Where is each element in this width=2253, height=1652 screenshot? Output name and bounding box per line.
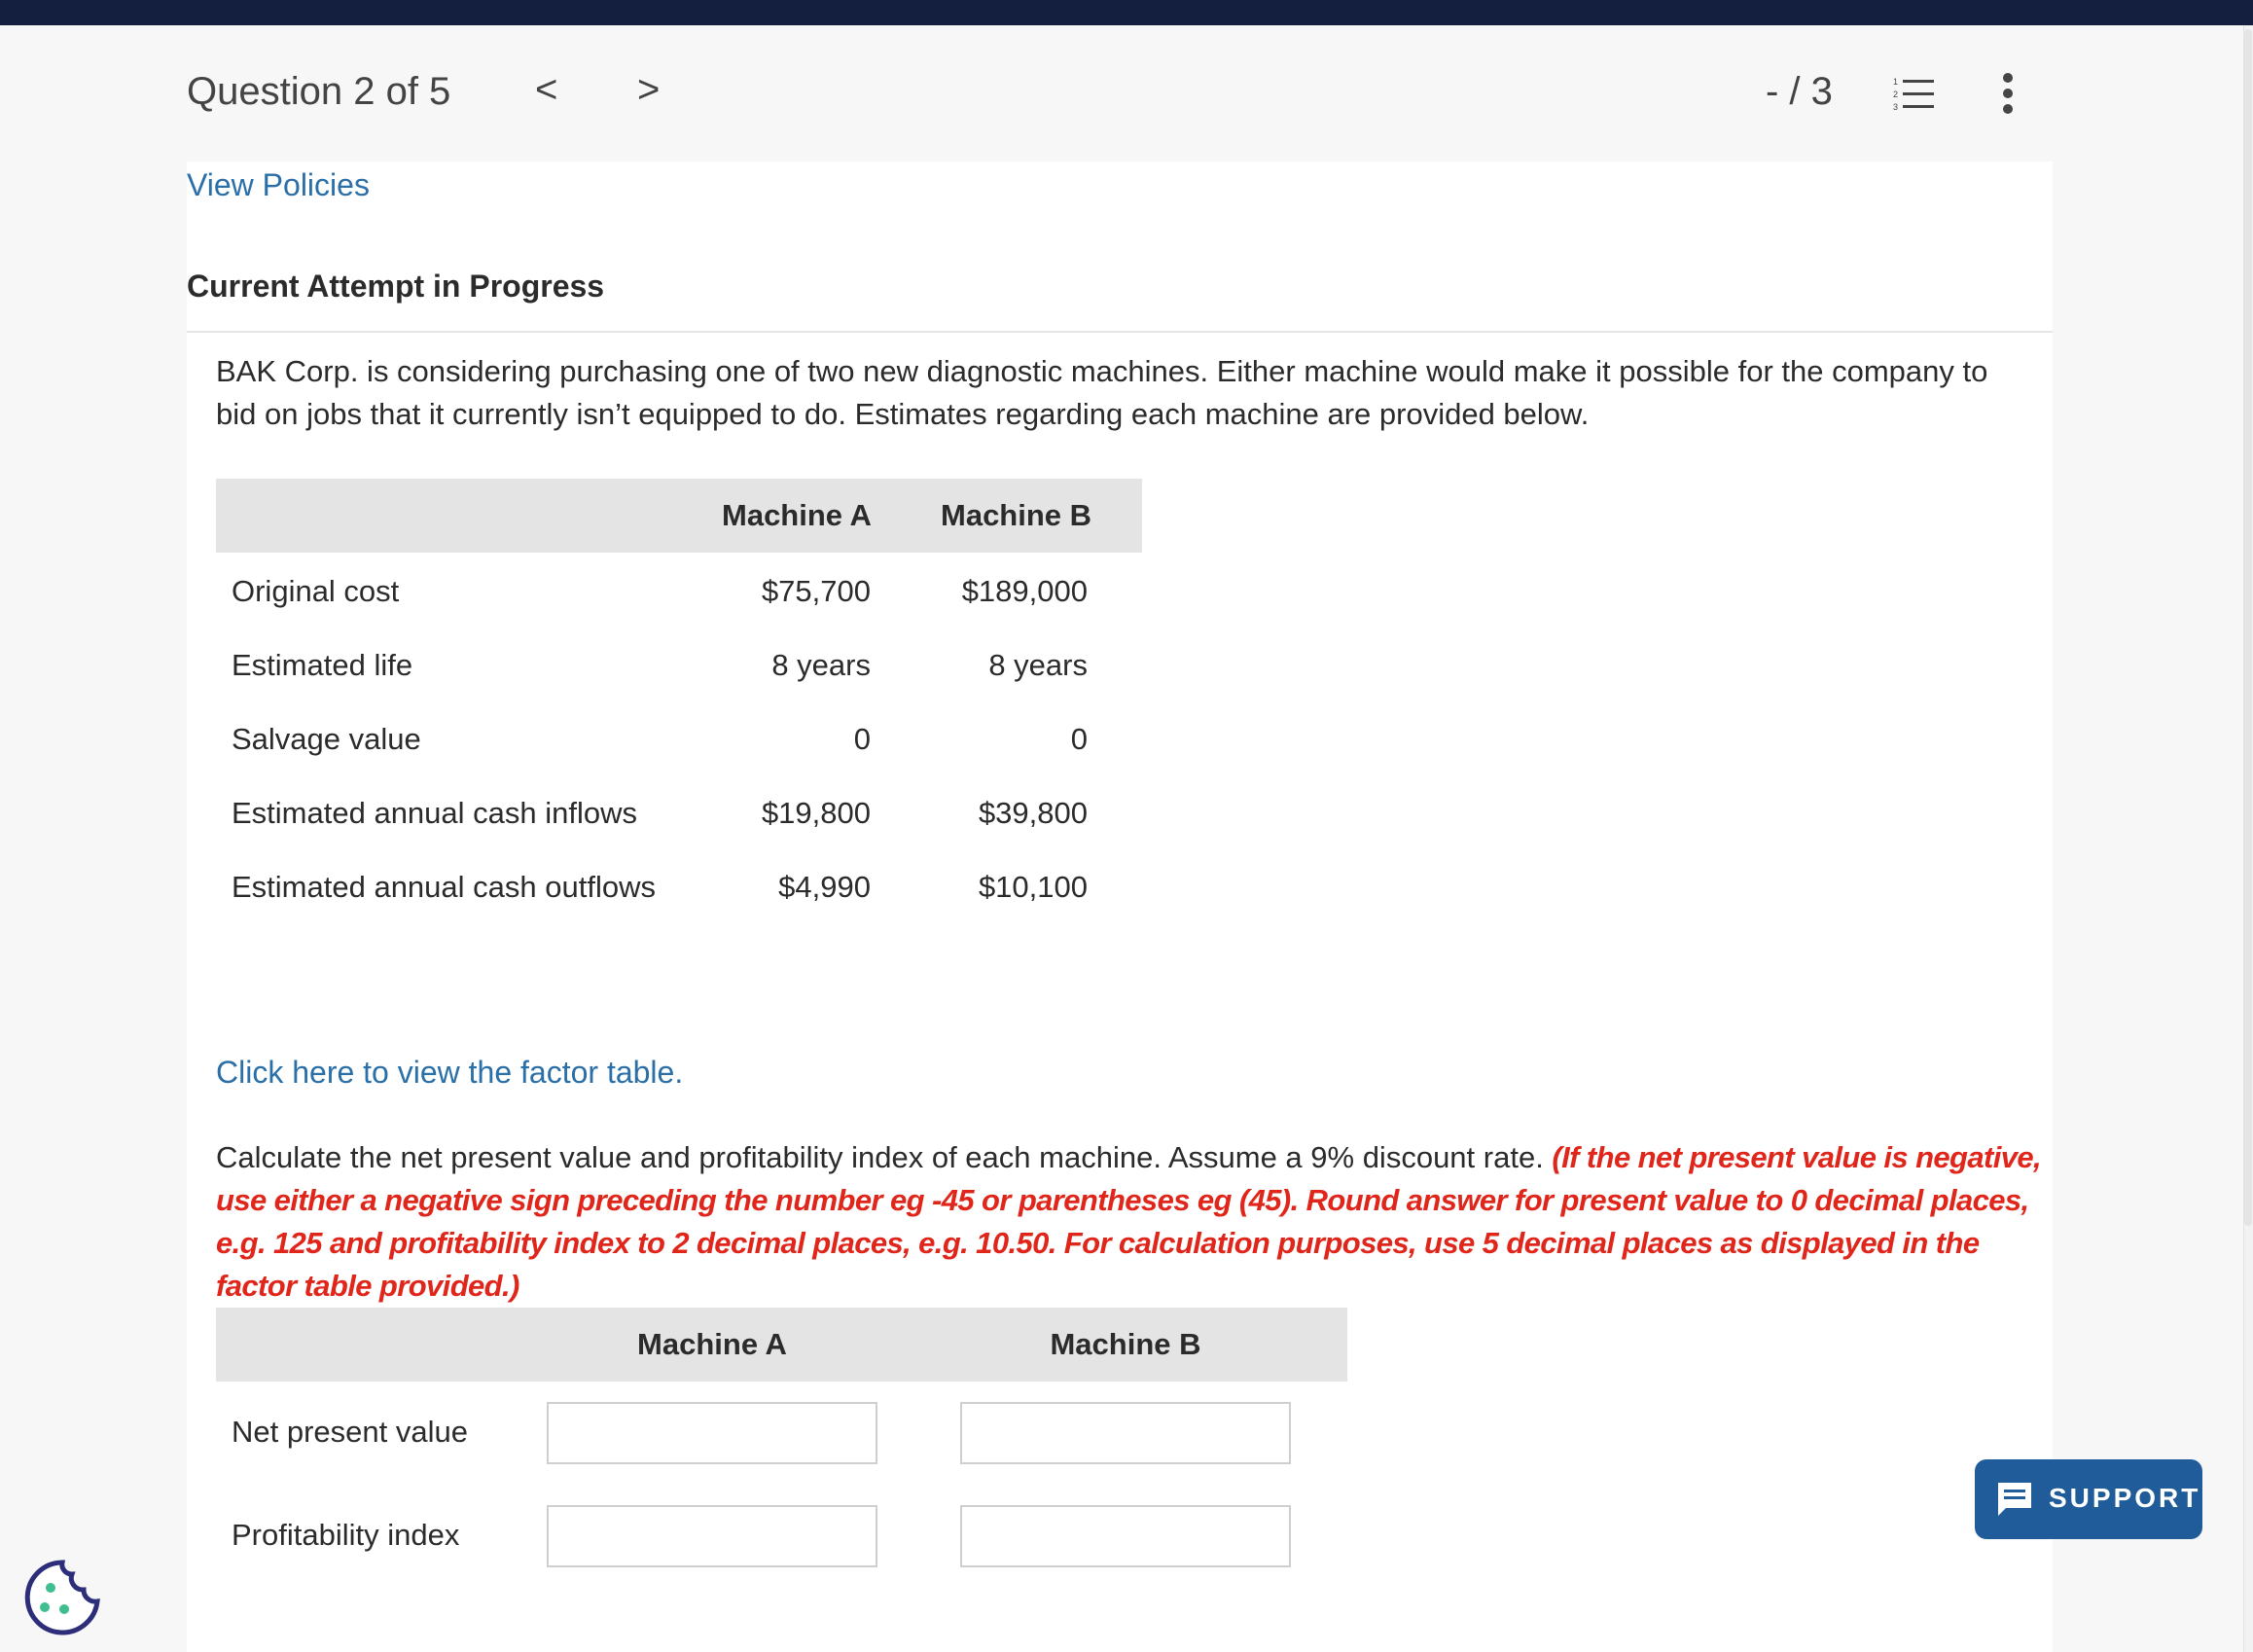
answer-header-machine-a: Machine A	[637, 1327, 787, 1361]
machine-a-annual-cash-outflows: $4,990	[778, 870, 871, 904]
row-label-net-present-value: Net present value	[232, 1415, 468, 1449]
machine-b-annual-cash-inflows: $39,800	[978, 796, 1088, 830]
question-counter: Question 2 of 5	[187, 70, 451, 113]
top-bar	[0, 0, 2253, 25]
row-label-profitability-index: Profitability index	[232, 1518, 460, 1552]
machine-a-npv-input[interactable]	[547, 1402, 877, 1464]
machine-a-annual-cash-inflows: $19,800	[761, 796, 871, 830]
question-intro-text: BAK Corp. is considering purchasing one of two new diagnostic machines. Either machine would make it possible for the company to bid on jobs that it currently isn’t equipped to do. Estimates regarding each machine are provided below.	[216, 354, 1988, 431]
machine-b-salvage-value: 0	[1070, 722, 1088, 756]
svg-text:1: 1	[1893, 77, 1899, 87]
calculation-instructions	[216, 1136, 2045, 1308]
row-label-salvage-value: Salvage value	[232, 722, 421, 756]
vertical-ellipsis-icon[interactable]	[1994, 72, 2021, 115]
next-question-button[interactable]: >	[637, 68, 661, 111]
estimates-header-machine-a: Machine A	[722, 498, 872, 532]
row-label-annual-cash-inflows: Estimated annual cash inflows	[232, 796, 638, 830]
factor-table-link[interactable]: Click here to view the factor table.	[216, 1055, 684, 1090]
scrollbar-thumb[interactable]	[2244, 29, 2252, 1226]
row-label-original-cost: Original cost	[232, 574, 400, 608]
previous-question-button[interactable]: <	[535, 68, 558, 111]
numbered-list-icon[interactable]	[1893, 76, 1936, 111]
section-divider	[187, 331, 2053, 333]
chat-icon	[1994, 1479, 2035, 1520]
instructions-plain-text: Calculate the net present value and profitability index of each machine. Assume a 9% discount rate.	[216, 1140, 1553, 1174]
answer-header-machine-b: Machine B	[1050, 1327, 1201, 1361]
machine-b-profitability-index-input[interactable]	[960, 1505, 1291, 1567]
machine-b-annual-cash-outflows: $10,100	[978, 870, 1088, 904]
support-label: SUPPORT	[2049, 1483, 2201, 1513]
machine-b-npv-input[interactable]	[960, 1402, 1291, 1464]
machine-a-profitability-index-input[interactable]	[547, 1505, 877, 1567]
svg-text:2: 2	[1893, 90, 1899, 99]
machine-b-original-cost: $189,000	[961, 574, 1088, 608]
machine-b-estimated-life: 8 years	[988, 648, 1088, 682]
svg-text:3: 3	[1893, 102, 1899, 111]
support-button[interactable]	[1975, 1459, 2202, 1539]
cookie-icon[interactable]	[21, 1557, 103, 1638]
view-policies-link[interactable]: View Policies	[187, 167, 370, 202]
score-display: - / 3	[1766, 70, 1833, 113]
machine-a-salvage-value: 0	[853, 722, 871, 756]
row-label-annual-cash-outflows: Estimated annual cash outflows	[232, 870, 656, 904]
machine-a-original-cost: $75,700	[761, 574, 871, 608]
estimates-header-machine-b: Machine B	[941, 498, 1092, 532]
attempt-status-heading: Current Attempt in Progress	[187, 269, 605, 304]
row-label-estimated-life: Estimated life	[232, 648, 413, 682]
instructions-rounding-note: (If the net present value is negative, use either a negative sign preceding the number eg -45 or parentheses eg (45). Round answer for present value to 0 decimal places, e.g. 125 and profitability index to 2 decimal places, e.g. 10.50. For calculation purposes, use 5 decimal places as displayed in the factor table provided.)	[216, 1140, 2042, 1303]
machine-a-estimated-life: 8 years	[771, 648, 871, 682]
